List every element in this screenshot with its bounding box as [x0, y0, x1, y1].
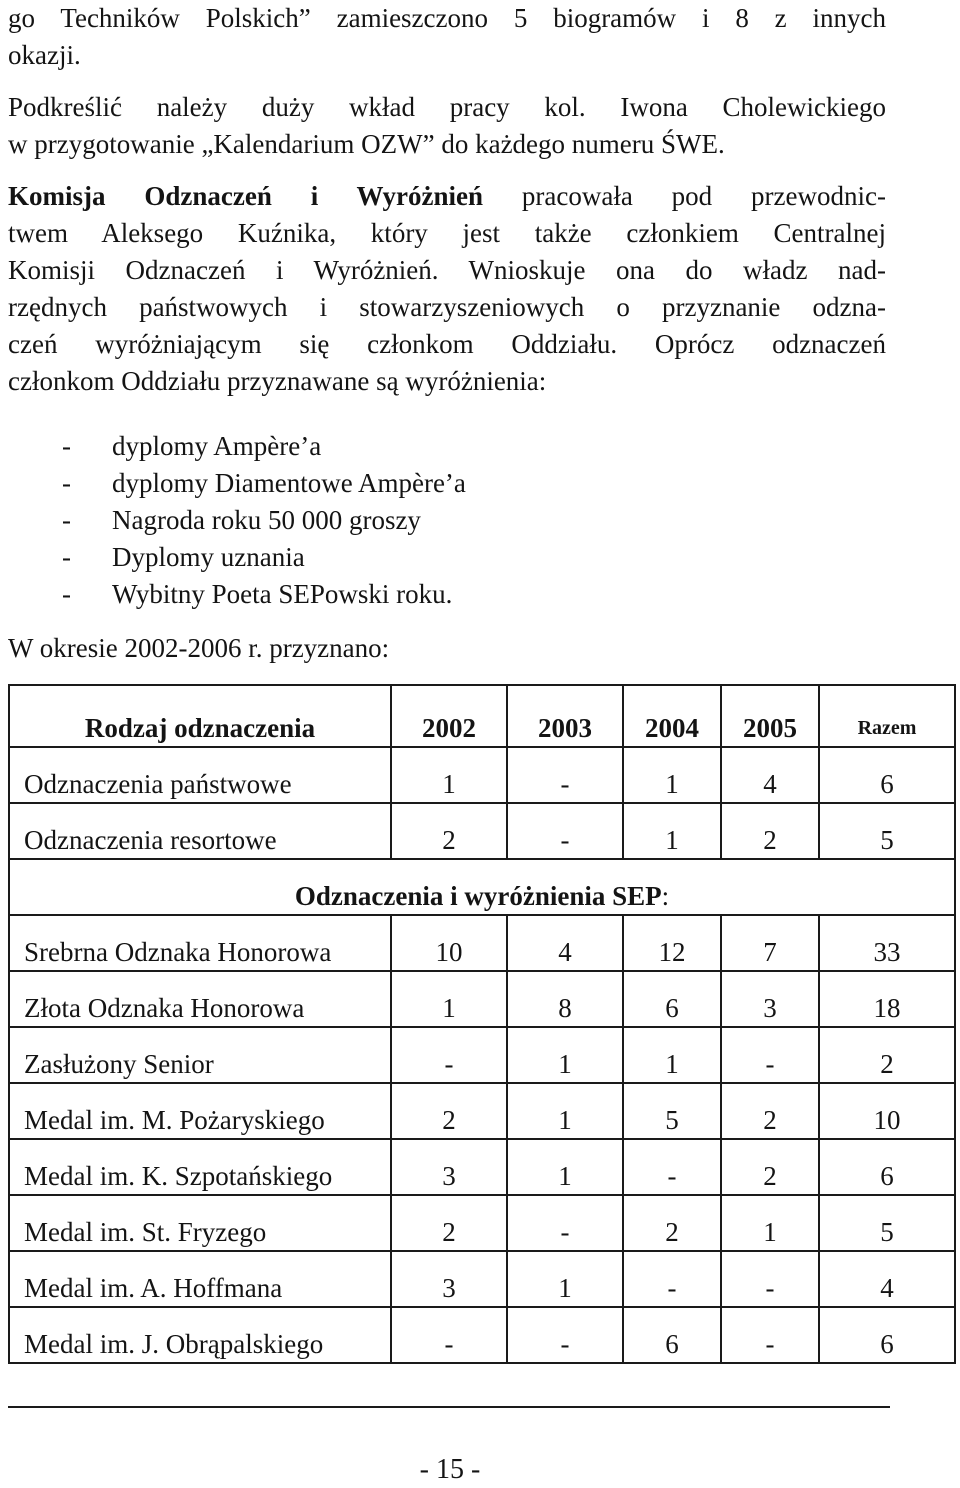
list-item-text: Dyplomy uznania	[112, 542, 305, 572]
table-cell: 6	[623, 971, 721, 1027]
table-cell: 2	[391, 1083, 507, 1139]
table-cell: -	[721, 1251, 819, 1307]
table-row	[9, 1027, 955, 1083]
table-cell: -	[507, 747, 623, 803]
list-item-text: dyplomy Ampère’a	[112, 431, 322, 461]
column-header: 2003	[507, 685, 623, 747]
table-cell: 1	[391, 747, 507, 803]
list-item-text: dyplomy Diamentowe Ampère’a	[112, 468, 466, 498]
paragraph-3-line-5: czeń wyróżniającym się członkom Oddziału. Oprócz odznaczeń	[8, 329, 886, 359]
table-row	[9, 1307, 955, 1363]
table-cell: 12	[623, 915, 721, 971]
table-cell: 7	[721, 915, 819, 971]
table-cell: Zasłużony Senior	[9, 1027, 391, 1083]
table-cell: Srebrna Odznaka Honorowa	[9, 915, 391, 971]
table-cell: 6	[819, 1307, 955, 1363]
table-section-row	[9, 859, 955, 915]
table-cell: Medal im. M. Pożaryskiego	[9, 1083, 391, 1139]
table-cell: 2	[721, 1083, 819, 1139]
paragraph-3-line-6: członkom Oddziału przyznawane są wyróżnienia:	[8, 366, 547, 396]
table-cell: 2	[623, 1195, 721, 1251]
list-dash: -	[62, 468, 71, 498]
list-dash: -	[62, 542, 71, 572]
table-cell: Odznaczenia resortowe	[9, 803, 391, 859]
table-cell: 1	[507, 1027, 623, 1083]
table-cell: 4	[721, 747, 819, 803]
column-header: Razem	[819, 685, 955, 747]
table-row	[9, 1139, 955, 1195]
table-cell: 3	[391, 1251, 507, 1307]
column-header: 2005	[721, 685, 819, 747]
paragraph-3-line-1-rest: pracowała pod przewodnic-	[483, 181, 886, 211]
column-header: 2002	[391, 685, 507, 747]
list-dash: -	[62, 505, 71, 535]
table-row	[9, 1195, 955, 1251]
table-cell: 3	[721, 971, 819, 1027]
table-cell: 5	[819, 803, 955, 859]
table-cell: 6	[819, 747, 955, 803]
table-cell: Złota Odznaka Honorowa	[9, 971, 391, 1027]
table-cell: Medal im. A. Hoffmana	[9, 1251, 391, 1307]
table-cell: -	[391, 1307, 507, 1363]
table-cell: 1	[391, 971, 507, 1027]
page-number: - 15 -	[419, 1454, 481, 1485]
table-cell: 1	[623, 1027, 721, 1083]
table-cell: 5	[623, 1083, 721, 1139]
table-cell: -	[721, 1027, 819, 1083]
table-cell: -	[507, 1195, 623, 1251]
table-row	[9, 971, 955, 1027]
column-header: Rodzaj odznaczenia	[9, 685, 391, 747]
paragraph-3-line-1	[8, 178, 886, 215]
table-cell: 1	[507, 1251, 623, 1307]
table-cell: 4	[507, 915, 623, 971]
table-cell: 2	[819, 1027, 955, 1083]
table-cell: Odznaczenia państwowe	[9, 747, 391, 803]
table-cell: 2	[391, 803, 507, 859]
table-intro: W okresie 2002-2006 r. przyznano:	[8, 633, 390, 663]
paragraph-2-line-1: Podkreślić należy duży wkład pracy kol. Iwona Cholewickiego	[8, 92, 886, 122]
footer-divider	[8, 1406, 890, 1408]
table-cell: 10	[391, 915, 507, 971]
table-cell: 8	[507, 971, 623, 1027]
table-cell: 2	[391, 1195, 507, 1251]
table-cell: Medal im. J. Obrąpalskiego	[9, 1307, 391, 1363]
paragraph-1-line-1: go Techników Polskich” zamieszczono 5 biogramów i 8 z innych	[8, 3, 886, 33]
table-cell: 1	[623, 803, 721, 859]
table-cell: -	[507, 803, 623, 859]
table-row	[9, 1083, 955, 1139]
table-cell: 18	[819, 971, 955, 1027]
table-cell: -	[623, 1139, 721, 1195]
section-colon: :	[661, 881, 670, 911]
awards-table	[8, 684, 956, 1364]
table-row	[9, 915, 955, 971]
paragraph-1-line-2: okazji.	[8, 40, 81, 70]
table-cell: 1	[623, 747, 721, 803]
list-item-text: Wybitny Poeta SEPowski roku.	[112, 579, 453, 609]
table-cell: 10	[819, 1083, 955, 1139]
table-cell: -	[391, 1027, 507, 1083]
table-cell: 4	[819, 1251, 955, 1307]
table-cell: -	[507, 1307, 623, 1363]
table-cell: 33	[819, 915, 955, 971]
table-cell: 2	[721, 1139, 819, 1195]
table-cell: 1	[507, 1139, 623, 1195]
list-dash: -	[62, 431, 71, 461]
table-cell: 3	[391, 1139, 507, 1195]
commission-name: Komisja Odznaczeń i Wyróżnień	[8, 181, 484, 211]
table-cell: -	[721, 1307, 819, 1363]
table-cell: Medal im. St. Fryzego	[9, 1195, 391, 1251]
table-row	[9, 803, 955, 859]
list-item-text: Nagroda roku 50 000 groszy	[112, 505, 421, 535]
column-header: 2004	[623, 685, 721, 747]
table-cell: -	[623, 1251, 721, 1307]
section-title: Odznaczenia i wyróżnienia SEP	[294, 881, 662, 911]
table-cell: 2	[721, 803, 819, 859]
list-dash: -	[62, 579, 71, 609]
paragraph-2-line-2: w przygotowanie „Kalendarium OZW” do każdego numeru ŚWE.	[8, 129, 725, 159]
table-row	[9, 1251, 955, 1307]
table-cell: 1	[507, 1083, 623, 1139]
table-cell: 5	[819, 1195, 955, 1251]
section-header	[9, 859, 955, 915]
table-cell: 6	[819, 1139, 955, 1195]
table-cell: Medal im. K. Szpotańskiego	[9, 1139, 391, 1195]
table-cell: 6	[623, 1307, 721, 1363]
table-row	[9, 747, 955, 803]
paragraph-3-line-2: twem Aleksego Kuźnika, który jest także członkiem Centralnej	[8, 218, 886, 248]
paragraph-3-line-4: rzędnych państwowych i stowarzyszeniowych o przyznanie odzna-	[8, 292, 886, 322]
table-header-row	[9, 685, 955, 747]
paragraph-3-line-3: Komisji Odznaczeń i Wyróżnień. Wnioskuje ona do władz nad-	[8, 255, 886, 285]
table-cell: 1	[721, 1195, 819, 1251]
